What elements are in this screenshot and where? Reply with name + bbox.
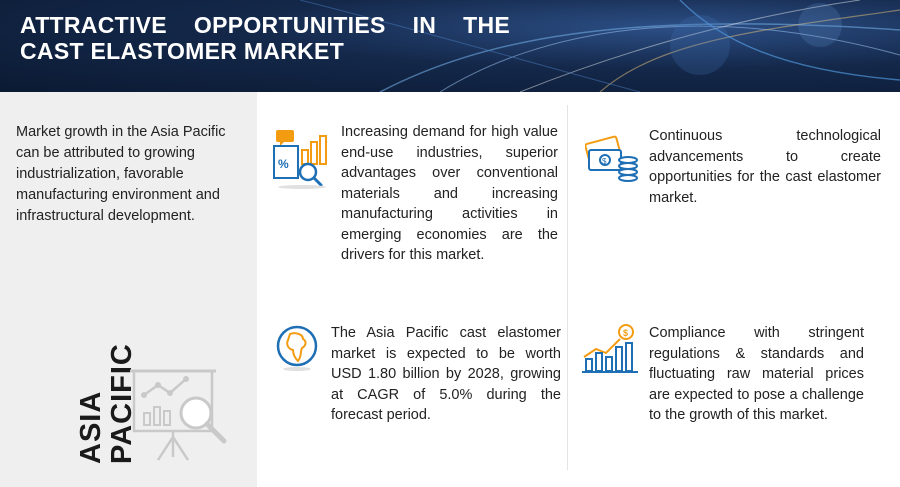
cost-chart-icon [582,323,640,375]
globe-icon [273,324,321,372]
forecast-card-text: The Asia Pacific cast elastomer market is expected to be worth USD 1.80 billion by 2028, growing at CAGR of 5.0% during the forecast period. [331,325,561,423]
column-divider [567,105,568,470]
presentation-analytics-icon [130,365,235,465]
challenge-card-text: Compliance with stringent regulations & standards and fluctuating raw material prices are expected to pose a challenge to the growth of this market. [649,325,864,423]
svg-text:$: $ [623,328,629,338]
driver-card-text: Increasing demand for high value end-use industries, superior advantages over conventional materials and increasing manufacturing activities in emerging economies are the drivers for this market. [341,124,558,263]
demand-growth-icon [272,128,334,190]
page-title: ATTRACTIVE OPPORTUNITIES IN THE CAST ELASTOMER MARKET [20,12,510,64]
svg-text:$: $ [602,157,607,166]
opportunity-card-text: Continuous technological advancements to create opportunities for the cast elastomer market. [649,128,881,206]
money-tech-icon [585,130,641,186]
svg-text:%: % [278,157,289,171]
region-description: Market growth in the Asia Pacific can be attributed to growing industrialization, favorable manufacturing environment and infrastructural development. [16,124,226,224]
region-label-box [24,343,138,472]
region-label: ASIA PACIFIC [75,343,138,464]
header-banner [0,0,900,92]
